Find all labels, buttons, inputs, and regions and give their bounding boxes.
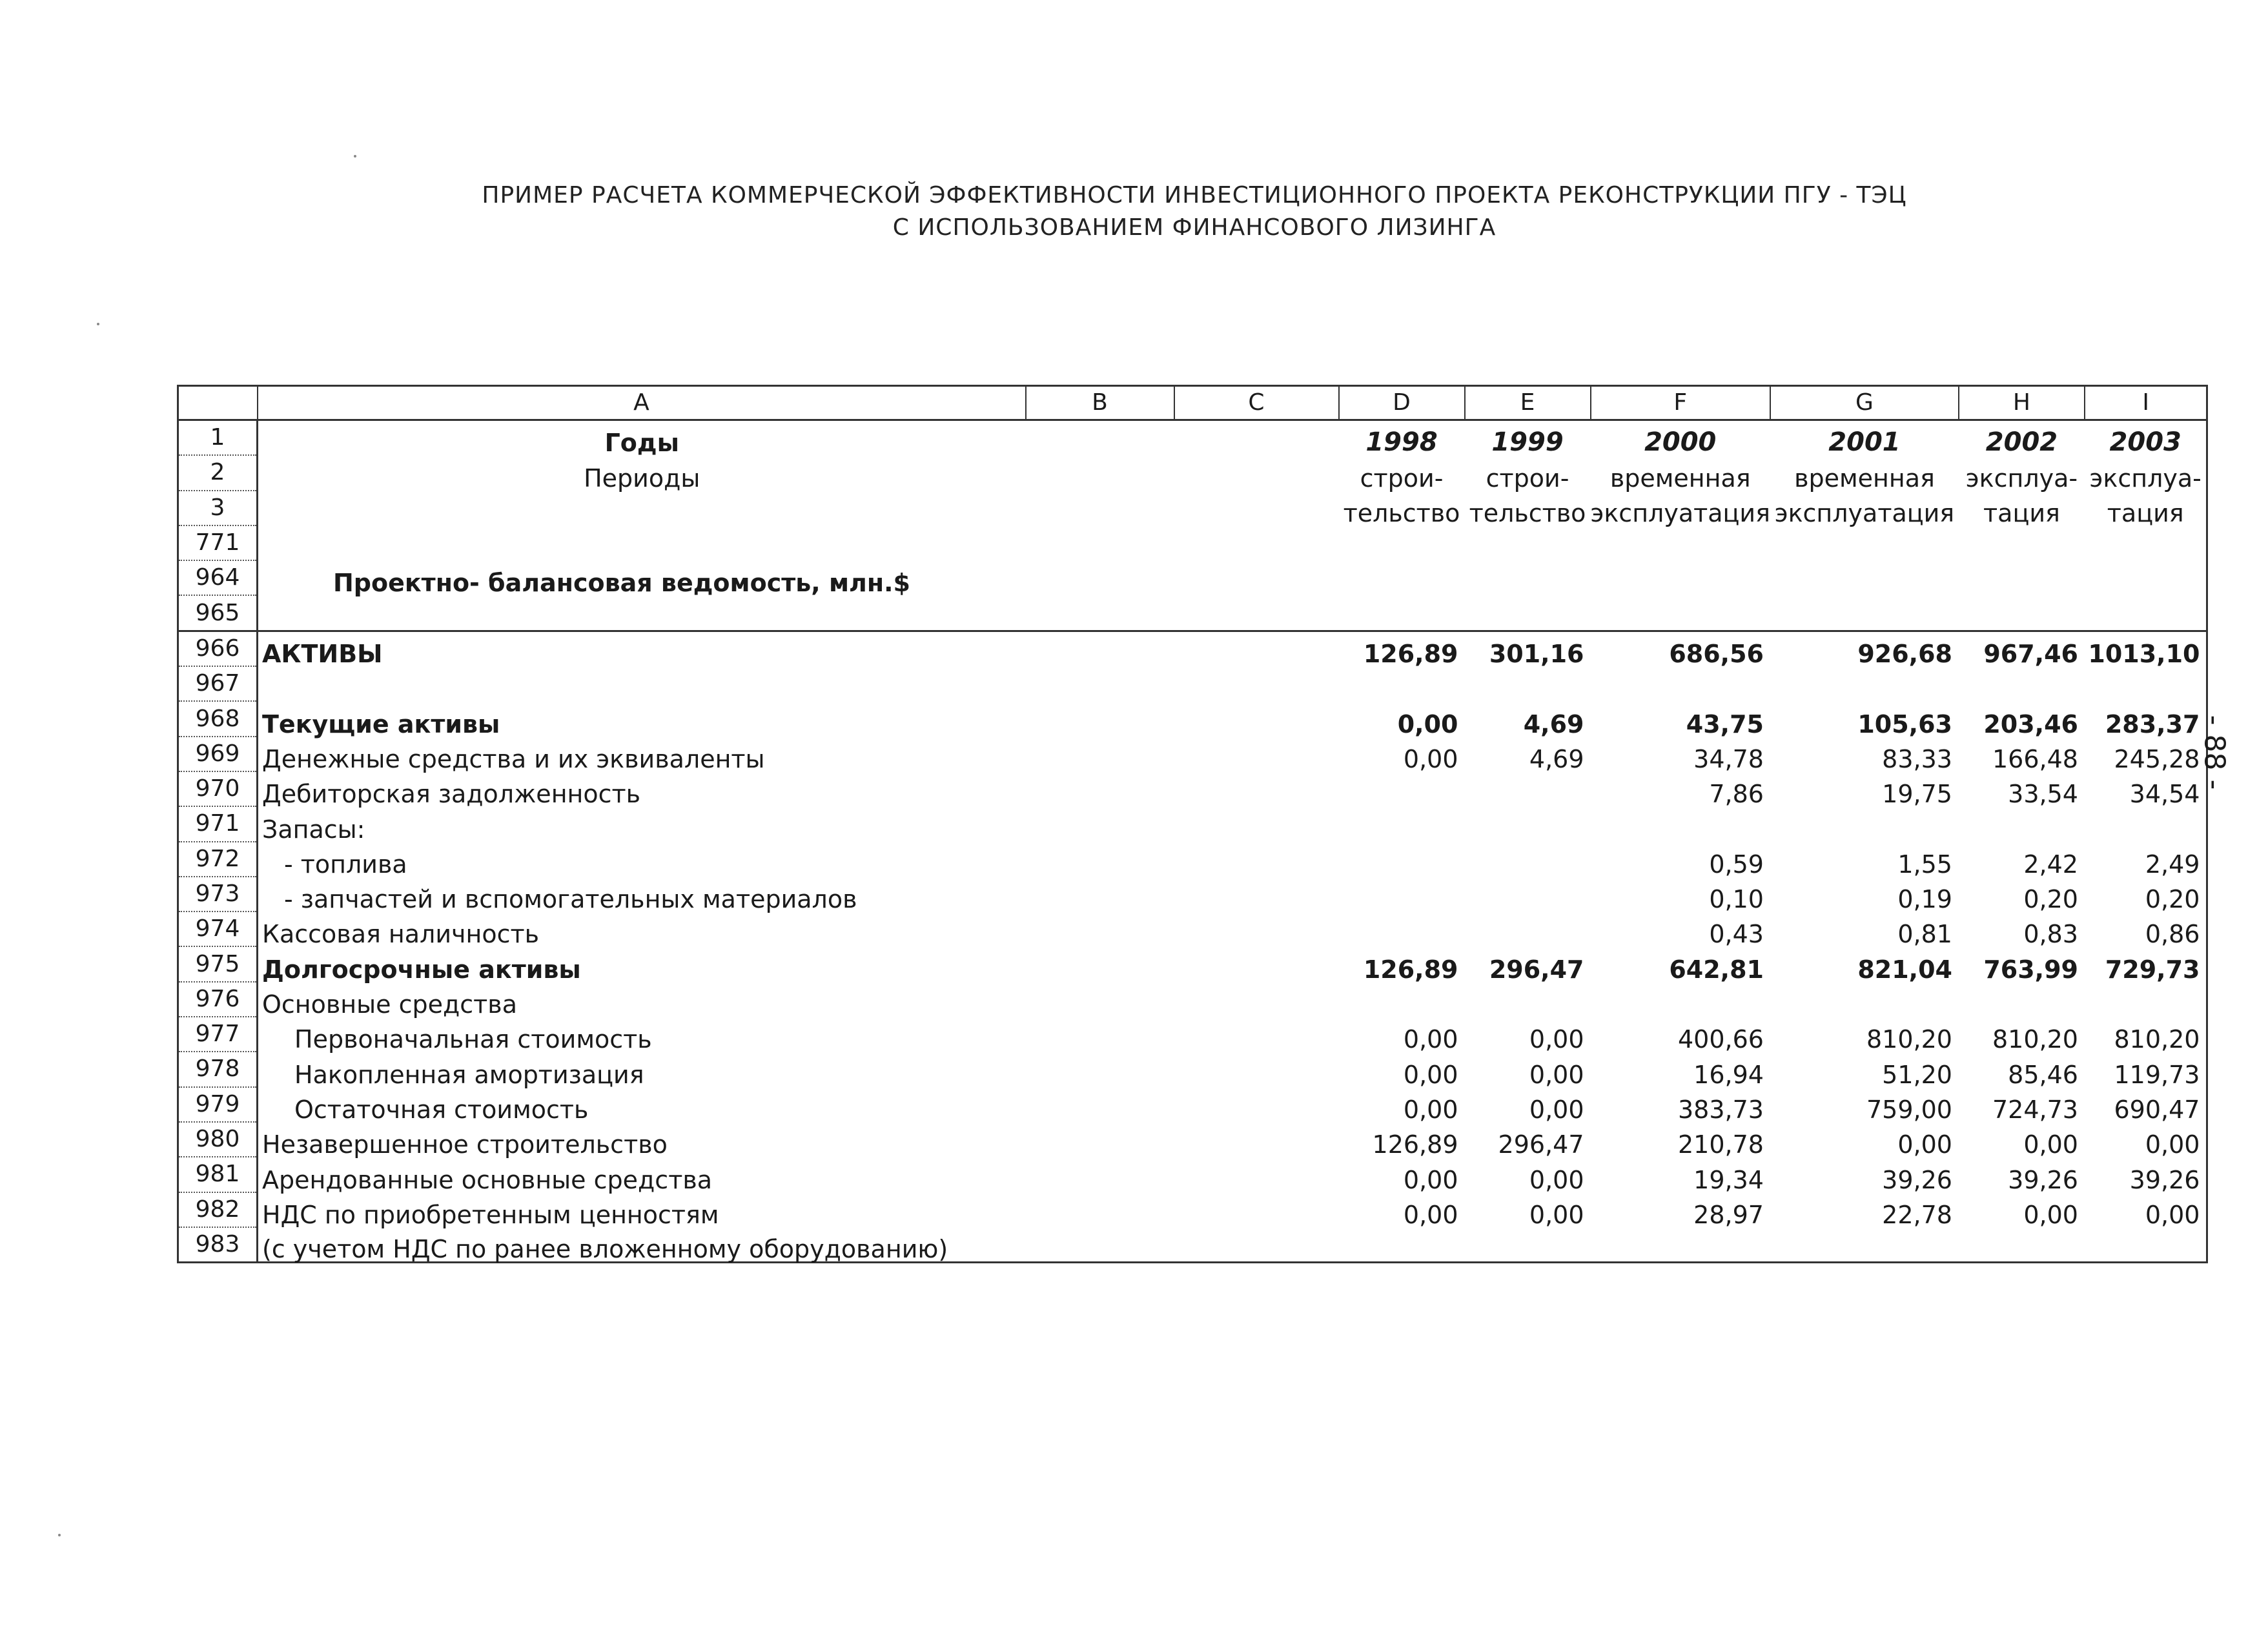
- value-cell: [1959, 982, 2085, 1017]
- row-label: Запасы:: [262, 815, 365, 844]
- value-cell: 7,86: [1709, 780, 1764, 809]
- value-cell: 296,47: [1498, 1130, 1584, 1159]
- row-number[interactable]: 982: [178, 1192, 258, 1227]
- value-cell: 83,33: [1882, 744, 1952, 773]
- empty-row: [178, 525, 2207, 560]
- value-cell: 0,59: [1709, 850, 1764, 879]
- table-row: [178, 1087, 2207, 1122]
- value-cell: 105,63: [1857, 709, 1952, 738]
- value-cell: 0,00: [2085, 1192, 2207, 1227]
- row-number[interactable]: 974: [178, 912, 258, 946]
- value-cell: 810,20: [1866, 1025, 1952, 1054]
- value-cell: 0,00: [1403, 1095, 1458, 1124]
- table-row: [178, 701, 2207, 736]
- period-cell: тация: [2085, 491, 2207, 525]
- value-cell: 0,00: [1529, 1095, 1584, 1124]
- row-number[interactable]: 964: [178, 560, 258, 595]
- value-cell: 0,00: [1403, 1025, 1458, 1054]
- value-cell: 0,43: [1709, 920, 1764, 949]
- value-cell: 34,54: [2085, 771, 2207, 806]
- row-number[interactable]: 2: [178, 455, 258, 490]
- value-cell: [2085, 1227, 2207, 1263]
- value-cell: 810,20: [1992, 1025, 2078, 1054]
- row-number[interactable]: 968: [178, 701, 258, 736]
- empty-row: [178, 595, 2207, 631]
- column-header-f[interactable]: F: [1591, 386, 1770, 420]
- value-cell: [1339, 842, 1465, 877]
- row-number[interactable]: 969: [178, 737, 258, 771]
- row-number[interactable]: 967: [178, 666, 258, 701]
- year-cell: 1998: [1365, 427, 1438, 458]
- table-row: [178, 771, 2207, 806]
- years-label: Годы: [604, 429, 679, 458]
- row-number[interactable]: 3: [178, 491, 258, 525]
- value-cell: 4,69: [1529, 744, 1584, 773]
- period-cell: эксплуатация: [1590, 498, 1770, 527]
- year-cell: 2002: [1985, 427, 2058, 458]
- column-header-d[interactable]: D: [1339, 386, 1465, 420]
- value-cell: 967,46: [1983, 640, 2078, 669]
- table-row: [178, 877, 2207, 912]
- value-cell: [1591, 806, 1770, 841]
- value-cell: [1339, 1227, 1465, 1263]
- row-number[interactable]: 980: [178, 1122, 258, 1157]
- value-cell: [1591, 982, 1770, 1017]
- table-row: [178, 631, 2207, 666]
- value-cell: 759,00: [1866, 1095, 1952, 1124]
- row-label: Незавершенное строительство: [262, 1130, 668, 1159]
- row-number[interactable]: 971: [178, 806, 258, 841]
- value-cell: 39,26: [2008, 1165, 2078, 1194]
- value-cell: 0,10: [1709, 885, 1764, 914]
- section-title-row: [178, 560, 2207, 595]
- value-cell: 2,42: [2023, 850, 2078, 879]
- value-cell: 0,20: [2085, 877, 2207, 912]
- table-row: [178, 1157, 2207, 1192]
- value-cell: 22,78: [1882, 1200, 1952, 1229]
- value-cell: 763,99: [1983, 955, 2078, 984]
- row-label: Остаточная стоимость: [294, 1095, 589, 1124]
- value-cell: [1465, 842, 1591, 877]
- value-cell: 0,00: [1529, 1200, 1584, 1229]
- table-row: [178, 912, 2207, 946]
- column-header-g[interactable]: G: [1770, 386, 1959, 420]
- value-cell: 126,89: [1363, 640, 1458, 669]
- value-cell: 19,75: [1882, 780, 1952, 809]
- value-cell: 1013,10: [2085, 631, 2207, 666]
- periods-row-2: [178, 491, 2207, 525]
- value-cell: 210,78: [1677, 1130, 1764, 1159]
- value-cell: [1959, 806, 2085, 841]
- table-row: [178, 1122, 2207, 1157]
- value-cell: 51,20: [1882, 1060, 1952, 1089]
- periods-label: Периоды: [584, 463, 700, 493]
- row-number[interactable]: 966: [178, 631, 258, 666]
- row-number[interactable]: 975: [178, 946, 258, 981]
- value-cell: [1959, 1227, 2085, 1263]
- row-label: (с учетом НДС по ранее вложенному оборудованию): [258, 1227, 1026, 1263]
- value-cell: [1339, 912, 1465, 946]
- value-cell: 301,16: [1489, 640, 1584, 669]
- row-label: Кассовая наличность: [262, 920, 540, 949]
- period-cell: тельство: [1343, 498, 1460, 527]
- row-label: Текущие активы: [262, 709, 500, 738]
- period-cell: эксплуатация: [1774, 498, 1955, 527]
- scan-speck: [58, 1534, 61, 1536]
- select-all-corner[interactable]: [178, 386, 258, 420]
- value-cell: 245,28: [2085, 737, 2207, 771]
- value-cell: 0,86: [2085, 912, 2207, 946]
- value-cell: 0,00: [1403, 744, 1458, 773]
- value-cell: [1770, 806, 1959, 841]
- page-number-mark: [2189, 691, 2231, 807]
- row-number[interactable]: 973: [178, 877, 258, 912]
- scan-speck: [97, 323, 99, 325]
- value-cell: [1770, 982, 1959, 1017]
- row-label: - запчастей и вспомогательных материалов: [284, 885, 857, 914]
- value-cell: [1465, 806, 1591, 841]
- value-cell: 43,75: [1686, 709, 1764, 738]
- row-label: Накопленная амортизация: [294, 1060, 644, 1089]
- row-number[interactable]: 979: [178, 1087, 258, 1122]
- value-cell: 0,00: [1397, 709, 1458, 738]
- years-row: [178, 420, 2207, 456]
- value-cell: [2085, 806, 2207, 841]
- column-header-a[interactable]: A: [258, 386, 1026, 420]
- value-cell: 85,46: [2008, 1060, 2078, 1089]
- value-cell: [1339, 982, 1465, 1017]
- row-label: Основные средства: [262, 990, 517, 1019]
- section-title: Проектно- балансовая ведомость, млн.$: [333, 569, 910, 598]
- value-cell: 810,20: [2085, 1017, 2207, 1052]
- value-cell: 926,68: [1857, 640, 1952, 669]
- value-cell: [1591, 1227, 1770, 1263]
- value-cell: [1465, 1227, 1591, 1263]
- table-row: [178, 1227, 2207, 1263]
- row-number[interactable]: 970: [178, 771, 258, 806]
- row-label: Долгосрочные активы: [262, 955, 581, 984]
- row-number[interactable]: 976: [178, 982, 258, 1017]
- value-cell: 283,37: [2085, 701, 2207, 736]
- row-label: Арендованные основные средства: [262, 1165, 713, 1194]
- value-cell: 34,78: [1693, 744, 1764, 773]
- column-header-h[interactable]: H: [1959, 386, 2085, 420]
- value-cell: 0,00: [2085, 1122, 2207, 1157]
- row-label: - топлива: [284, 850, 407, 879]
- period-cell: тация: [1983, 498, 2060, 527]
- value-cell: 0,00: [1403, 1060, 1458, 1089]
- column-header-e[interactable]: E: [1465, 386, 1591, 420]
- value-cell: 0,00: [1529, 1025, 1584, 1054]
- value-cell: [1465, 877, 1591, 912]
- value-cell: [1465, 771, 1591, 806]
- value-cell: [1339, 877, 1465, 912]
- periods-row: [178, 455, 2207, 490]
- table-row: [178, 1192, 2207, 1227]
- value-cell: 0,00: [1403, 1165, 1458, 1194]
- value-cell: 203,46: [1983, 709, 2078, 738]
- row-label: Денежные средства и их эквиваленты: [262, 744, 765, 773]
- table-row: [178, 806, 2207, 841]
- row-label: АКТИВЫ: [262, 640, 383, 669]
- empty-row: [178, 666, 2207, 701]
- period-cell: эксплуа-: [2085, 455, 2207, 490]
- value-cell: [1465, 912, 1591, 946]
- period-cell: временная: [1794, 463, 1935, 493]
- value-cell: 821,04: [1857, 955, 1952, 984]
- year-cell: 1999: [1491, 427, 1564, 458]
- row-number[interactable]: 977: [178, 1017, 258, 1052]
- spreadsheet-table: [177, 385, 2208, 1263]
- value-cell: [1770, 1227, 1959, 1263]
- column-header-c[interactable]: C: [1174, 386, 1339, 420]
- value-cell: 1,55: [1897, 850, 1952, 879]
- year-cell: 2000: [1644, 427, 1717, 458]
- value-cell: 39,26: [1882, 1165, 1952, 1194]
- period-cell: строи-: [1486, 463, 1569, 493]
- value-cell: [1339, 771, 1465, 806]
- table-row: [178, 1052, 2207, 1086]
- value-cell: 0,00: [1403, 1200, 1458, 1229]
- value-cell: 119,73: [2085, 1052, 2207, 1086]
- value-cell: 296,47: [1489, 955, 1584, 984]
- value-cell: 0,20: [2023, 885, 2078, 914]
- document-title-line1: ПРИМЕР РАСЧЕТА КОММЕРЧЕСКОЙ ЭФФЕКТИВНОСТИ ИНВЕСТИЦИОННОГО ПРОЕКТА РЕКОНСТРУКЦИИ ПГУ - ТЭЦ: [482, 182, 1907, 209]
- value-cell: 166,48: [1992, 744, 2078, 773]
- value-cell: 729,73: [2085, 946, 2207, 981]
- period-cell: эксплуа-: [1965, 463, 2078, 493]
- table-row: [178, 946, 2207, 981]
- table-row: [178, 737, 2207, 771]
- value-cell: 724,73: [1992, 1095, 2078, 1124]
- period-cell: временная: [1609, 463, 1751, 493]
- value-cell: 19,34: [1693, 1165, 1764, 1194]
- period-cell: тельство: [1469, 498, 1586, 527]
- year-cell: 2003: [2085, 420, 2207, 456]
- row-number[interactable]: 978: [178, 1052, 258, 1086]
- document-title-line2: С ИСПОЛЬЗОВАНИЕМ ФИНАНСОВОГО ЛИЗИНГА: [892, 214, 1497, 241]
- value-cell: 4,69: [1523, 709, 1584, 738]
- row-label: Дебиторская задолженность: [262, 780, 641, 809]
- value-cell: 383,73: [1677, 1095, 1764, 1124]
- value-cell: [1465, 982, 1591, 1017]
- value-cell: 686,56: [1669, 640, 1764, 669]
- value-cell: [1339, 806, 1465, 841]
- table-row: [178, 842, 2207, 877]
- value-cell: 0,00: [2023, 1130, 2078, 1159]
- row-number[interactable]: 972: [178, 842, 258, 877]
- period-cell: строи-: [1360, 463, 1444, 493]
- value-cell: 126,89: [1363, 955, 1458, 984]
- value-cell: 0,00: [1529, 1060, 1584, 1089]
- value-cell: 0,00: [1897, 1130, 1952, 1159]
- page-number: - 88 -: [2198, 715, 2231, 790]
- row-number[interactable]: 983: [178, 1227, 258, 1263]
- scan-speck: [354, 155, 356, 158]
- row-number[interactable]: 965: [178, 595, 258, 631]
- column-header-row: [178, 386, 2207, 420]
- value-cell: 33,54: [2008, 780, 2078, 809]
- value-cell: 690,47: [2085, 1087, 2207, 1122]
- value-cell: 126,89: [1372, 1130, 1458, 1159]
- row-number[interactable]: 981: [178, 1157, 258, 1192]
- value-cell: 0,00: [1529, 1165, 1584, 1194]
- row-label: НДС по приобретенным ценностям: [262, 1200, 719, 1229]
- row-number[interactable]: 771: [178, 525, 258, 560]
- value-cell: 0,83: [2023, 920, 2078, 949]
- column-header-b[interactable]: B: [1026, 386, 1174, 420]
- value-cell: 400,66: [1677, 1025, 1764, 1054]
- table-row: [178, 982, 2207, 1017]
- value-cell: 642,81: [1669, 955, 1764, 984]
- value-cell: 39,26: [2085, 1157, 2207, 1192]
- table-row: [178, 1017, 2207, 1052]
- value-cell: 16,94: [1693, 1060, 1764, 1089]
- row-label: Первоначальная стоимость: [294, 1025, 652, 1054]
- row-number[interactable]: 1: [178, 420, 258, 456]
- year-cell: 2001: [1828, 427, 1901, 458]
- value-cell: 0,00: [2023, 1200, 2078, 1229]
- value-cell: [2085, 982, 2207, 1017]
- value-cell: 0,19: [1897, 885, 1952, 914]
- column-header-i[interactable]: I: [2085, 386, 2207, 420]
- value-cell: 0,81: [1897, 920, 1952, 949]
- value-cell: 28,97: [1693, 1200, 1764, 1229]
- value-cell: 2,49: [2085, 842, 2207, 877]
